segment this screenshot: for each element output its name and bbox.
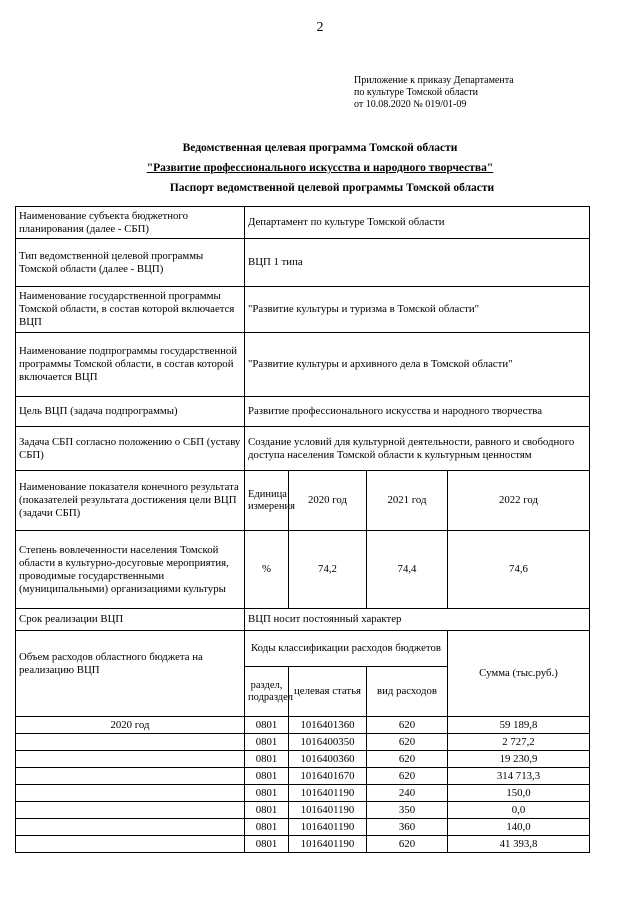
expense-year-cell <box>16 836 245 853</box>
indicator-year-2022-header: 2022 год <box>448 471 590 531</box>
expense-year-cell: 2020 год <box>16 717 245 734</box>
table-row-task <box>16 427 590 471</box>
indicator-label: Степень вовлеченности населения Томской области в культурно-досуговые мероприятия, проводимые государственными (муниципальными) организациями культуры <box>16 531 245 609</box>
expense-section: 0801 <box>245 802 289 819</box>
indicator-header-label: Наименование показателя конечного результата (показателей результата достижения цели ВЦП (задачи СБП) <box>16 471 245 531</box>
expense-article: 1016401190 <box>289 836 367 853</box>
state-program-label: Наименование государственной программы Томской области, в состав которой включается ВЦП <box>16 287 245 333</box>
expense-year-cell <box>16 819 245 836</box>
expense-row <box>16 802 590 819</box>
table-row-subject <box>16 207 590 239</box>
program-name-title <box>20 162 620 174</box>
type-value: ВЦП 1 типа <box>245 239 590 287</box>
table-row-goal <box>16 397 590 427</box>
term-value: ВЦП носит постоянный характер <box>245 609 590 631</box>
goal-label: Цель ВЦП (задача подпрограммы) <box>16 397 245 427</box>
indicator-year-2021-header: 2021 год <box>367 471 448 531</box>
appendix-line-2: по культуре Томской области <box>354 87 479 98</box>
expense-year-cell <box>16 785 245 802</box>
appendix-note <box>354 75 514 111</box>
passport-table <box>15 206 590 853</box>
expense-row <box>16 768 590 785</box>
page-number: 2 <box>316 20 324 35</box>
expense-kind: 240 <box>367 785 448 802</box>
indicator-unit: % <box>245 531 289 609</box>
state-program-value: "Развитие культуры и туризма в Томской области" <box>245 287 590 333</box>
appendix-line-1: Приложение к приказу Департамента <box>354 75 514 86</box>
expense-row <box>16 785 590 802</box>
expense-row <box>16 819 590 836</box>
task-label: Задача СБП согласно положению о СБП (уставу СБП) <box>16 427 245 471</box>
expense-section: 0801 <box>245 768 289 785</box>
expense-row <box>16 751 590 768</box>
expenses-label: Объем расходов областного бюджета на реализацию ВЦП <box>16 631 245 717</box>
expense-section: 0801 <box>245 836 289 853</box>
expenses-section-header: раздел, подраздел <box>245 667 289 717</box>
expense-kind: 620 <box>367 751 448 768</box>
goal-value: Развитие профессионального искусства и народного творчества <box>245 397 590 427</box>
expense-rows <box>16 717 590 853</box>
expense-kind: 350 <box>367 802 448 819</box>
expense-year-cell <box>16 802 245 819</box>
expense-sum: 2 727,2 <box>448 734 590 751</box>
program-title: Ведомственная целевая программа Томской области <box>182 142 458 154</box>
expense-year-cell <box>16 751 245 768</box>
expenses-sum-header: Сумма (тыс.руб.) <box>448 631 590 717</box>
table-row-subprogram <box>16 333 590 397</box>
term-label: Срок реализации ВЦП <box>16 609 245 631</box>
type-label: Тип ведомственной целевой программы Томской области (далее - ВЦП) <box>16 239 245 287</box>
expense-article: 1016400360 <box>289 751 367 768</box>
expense-article: 1016401360 <box>289 717 367 734</box>
expense-year-cell <box>16 768 245 785</box>
expense-sum: 150,0 <box>448 785 590 802</box>
subprogram-label: Наименование подпрограммы государственной программы Томской области, в состав которой включается ВЦП <box>16 333 245 397</box>
expense-row <box>16 717 590 734</box>
expense-kind: 620 <box>367 836 448 853</box>
program-name-text: "Развитие профессионального искусства и народного творчества" <box>146 162 494 174</box>
expense-sum: 19 230,9 <box>448 751 590 768</box>
indicator-value-2020: 74,2 <box>289 531 367 609</box>
expense-section: 0801 <box>245 819 289 836</box>
expense-row <box>16 734 590 751</box>
expense-article: 1016401190 <box>289 802 367 819</box>
table-row-type <box>16 239 590 287</box>
indicator-year-2020-header: 2020 год <box>289 471 367 531</box>
expense-kind: 620 <box>367 717 448 734</box>
expense-sum: 0,0 <box>448 802 590 819</box>
table-row-expenses-header-1 <box>16 631 590 667</box>
expenses-article-header: целевая статья <box>289 667 367 717</box>
indicator-unit-header: Единица измерения <box>245 471 289 531</box>
table-row-state-program <box>16 287 590 333</box>
expense-year-cell <box>16 734 245 751</box>
indicator-value-2022: 74,6 <box>448 531 590 609</box>
task-value: Создание условий для культурной деятельности, равного и свободного доступа населения Томской области к культурным ценностям <box>245 427 590 471</box>
subject-label: Наименование субъекта бюджетного планирования (далее - СБП) <box>16 207 245 239</box>
subprogram-value: "Развитие культуры и архивного дела в Томской области" <box>245 333 590 397</box>
expense-sum: 314 713,3 <box>448 768 590 785</box>
passport-title: Паспорт ведомственной целевой программы Томской области <box>169 182 495 194</box>
table-row-indicator <box>16 531 590 609</box>
expense-kind: 620 <box>367 768 448 785</box>
indicator-value-2021: 74,4 <box>367 531 448 609</box>
expense-kind: 360 <box>367 819 448 836</box>
expense-sum: 140,0 <box>448 819 590 836</box>
expense-section: 0801 <box>245 734 289 751</box>
expense-sum: 41 393,8 <box>448 836 590 853</box>
expense-article: 1016401190 <box>289 819 367 836</box>
expense-article: 1016401190 <box>289 785 367 802</box>
expense-section: 0801 <box>245 785 289 802</box>
expense-kind: 620 <box>367 734 448 751</box>
expense-row <box>16 836 590 853</box>
expense-section: 0801 <box>245 717 289 734</box>
expense-article: 1016401670 <box>289 768 367 785</box>
subject-value: Департамент по культуре Томской области <box>245 207 590 239</box>
table-row-indicator-header <box>16 471 590 531</box>
expense-article: 1016400350 <box>289 734 367 751</box>
expense-sum: 59 189,8 <box>448 717 590 734</box>
expenses-codes-header: Коды классификации расходов бюджетов <box>245 631 448 667</box>
table-row-term <box>16 609 590 631</box>
appendix-line-3: от 10.08.2020 № 019/01-09 <box>354 99 467 110</box>
expense-section: 0801 <box>245 751 289 768</box>
expenses-kind-header: вид расходов <box>367 667 448 717</box>
